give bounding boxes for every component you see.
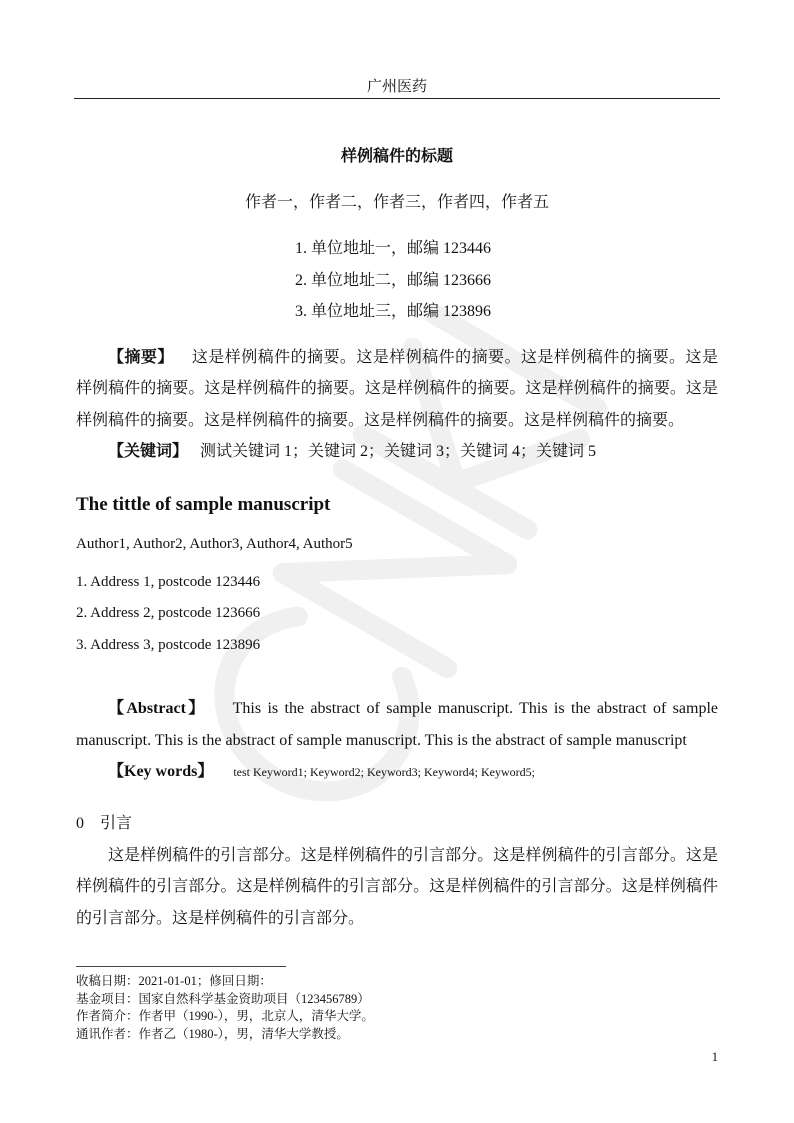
footnote-author-bio: 作者简介：作者甲（1990-），男，北京人，清华大学。 <box>76 1009 374 1023</box>
page-number: 1 <box>711 1050 718 1064</box>
cn-keywords <box>76 436 718 468</box>
en-keywords <box>76 756 718 789</box>
cn-addresses <box>76 233 718 328</box>
cn-keywords-text: 测试关键词 1；关键词 2；关键词 3；关键词 4；关键词 5 <box>200 443 597 460</box>
footnotes <box>76 973 718 1043</box>
header-rule <box>74 98 720 99</box>
en-address: 1. Address 1, postcode 123446 <box>76 573 261 590</box>
cn-abstract-label: 【摘要】 <box>108 348 174 366</box>
section-body: 这是样例稿件的引言部分。这是样例稿件的引言部分。这是样例稿件的引言部分。这是样例稿件的引言部分。这是样例稿件的引言部分。这是样例稿件的引言部分。这是样例稿件的引言部分。这是样例稿件的引言部分。 <box>76 846 718 927</box>
cn-address: 1. 单位地址一，邮编 123446 <box>295 240 492 257</box>
en-abstract-text: This is the abstract of sample manuscript. This is the abstract of sample manuscript. This is the abstract of sample manuscript. This is the abstract of sample manuscript <box>76 700 718 749</box>
footnote-corresponding: 通讯作者：作者乙（1980-），男，清华大学教授。 <box>76 1026 349 1041</box>
en-keywords-label: 【Key words】 <box>108 763 214 780</box>
section-title: 引言 <box>100 814 133 832</box>
journal-header: 广州医药 <box>366 79 427 95</box>
section-heading <box>76 814 718 834</box>
footnote-dates: 收稿日期：2021-01-01；修回日期： <box>76 974 272 988</box>
cn-title: 样例稿件的标题 <box>340 148 453 165</box>
footnote-funding: 基金项目：国家自然科学基金资助项目（123456789） <box>76 991 370 1006</box>
en-address: 3. Address 3, postcode 123896 <box>76 636 261 653</box>
cn-abstract <box>76 342 718 437</box>
cn-keywords-label: 【关键词】 <box>108 443 189 460</box>
section-number: 0 <box>76 814 84 832</box>
en-addresses <box>76 567 718 662</box>
en-authors: Author1, Author2, Author3, Author4, Author5 <box>76 535 353 552</box>
en-keywords-text: test Keyword1; Keyword2; Keyword3; Keyword4; Keyword5; <box>233 765 535 779</box>
en-address: 2. Address 2, postcode 123666 <box>76 605 261 621</box>
cn-address: 2. 单位地址二，邮编 123666 <box>295 271 492 289</box>
cn-address: 3. 单位地址三，邮编 123896 <box>295 303 492 320</box>
footnote-rule <box>76 966 286 967</box>
en-abstract <box>76 693 718 756</box>
cn-abstract-text: 这是样例稿件的摘要。这是样例稿件的摘要。这是样例稿件的摘要。这是样例稿件的摘要。这是样例稿件的摘要。这是样例稿件的摘要。这是样例稿件的摘要。这是样例稿件的摘要。这是样例稿件的摘要。这是样例稿件的摘要。这是样例稿件的摘要。 <box>76 348 718 429</box>
en-abstract-label: 【Abstract】 <box>108 700 207 717</box>
en-title: The tittle of sample manuscript <box>76 493 331 515</box>
cn-authors: 作者一，作者二，作者三，作者四，作者五 <box>244 194 549 211</box>
